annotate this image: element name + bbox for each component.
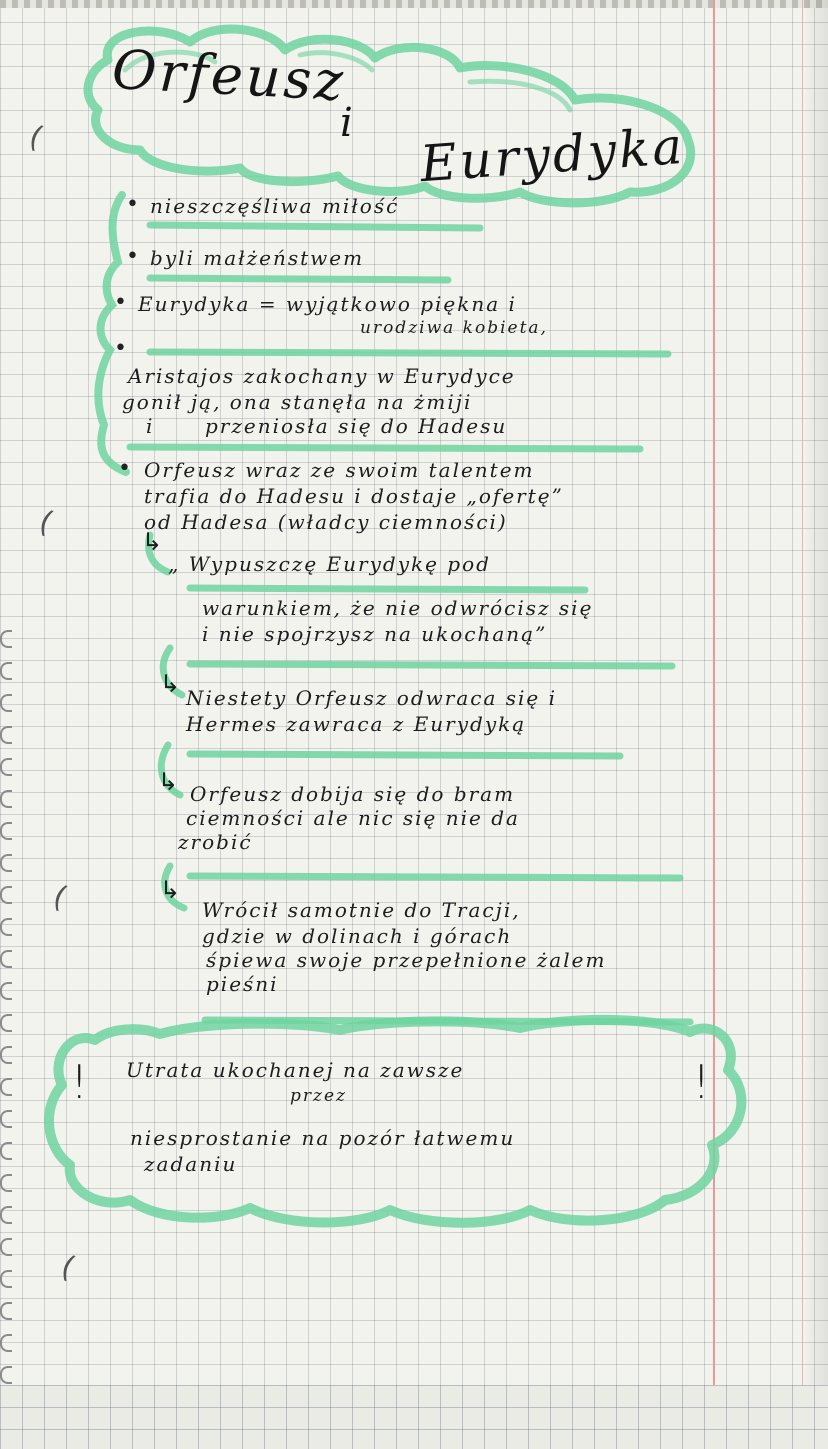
- bullet-5-line3: od Hadesa (władcy ciemności): [144, 510, 508, 534]
- punch-hole: (: [48, 879, 72, 916]
- flow-4-line4: pieśni: [206, 972, 279, 996]
- punch-hole: (: [24, 119, 48, 156]
- summary-line3: niesprostanie na pozór łatwemu: [130, 1126, 516, 1150]
- bullet-2-text: byli małżeństwem: [150, 246, 365, 270]
- flow-4-line2: gdzie w dolinach i górach: [202, 924, 513, 948]
- title-eurydyka: Eurydyka: [418, 116, 687, 194]
- flow-3-line2: ciemności ale nic się nie da: [186, 806, 520, 830]
- flow-4-line1: Wrócił samotnie do Tracji,: [202, 898, 521, 922]
- summary-exclamation-left: !: [70, 1055, 89, 1109]
- bullet-1-text: nieszczęśliwa miłość: [150, 194, 400, 218]
- bullet-4-line2: gonił ją, ona stanęła na żmiji: [122, 390, 473, 414]
- punch-hole: (: [34, 504, 58, 541]
- bullet-4-line3: i: [146, 414, 155, 438]
- underline-2: [150, 278, 448, 280]
- bullet-dot: •: [114, 290, 127, 315]
- spiral-binding: [0, 630, 14, 1370]
- summary-line2: przez: [290, 1086, 347, 1106]
- flow-arrow-icon: ↳: [142, 528, 163, 556]
- flow-1-line1: „ Wypuszczę Eurydykę pod: [168, 552, 491, 576]
- underline-7: [190, 754, 620, 756]
- flow-4-line3: śpiewa swoje przepełnione żalem: [206, 948, 607, 972]
- flow-2-line1: Niestety Orfeusz odwraca się i: [186, 686, 557, 710]
- underline-1: [150, 225, 480, 228]
- underline-6: [190, 664, 672, 666]
- underline-8: [190, 876, 680, 878]
- left-brace: [98, 195, 126, 472]
- bullet-4-line4: przeniosła się do Hadesu: [205, 414, 508, 438]
- bullet-dot: •: [114, 336, 127, 361]
- bullet-4-line1: Aristajos zakochany w Eurydyce: [128, 364, 516, 388]
- title-conjunction: i: [340, 100, 356, 146]
- underline-3: [150, 352, 668, 354]
- flow-arrow-icon: ↳: [160, 876, 181, 904]
- flow-arrow-icon: ↳: [160, 670, 181, 698]
- bullet-3-line2: urodziwa kobieta,: [360, 318, 548, 338]
- flow-1-line3: i nie spojrzysz na ukochaną”: [202, 622, 548, 646]
- bullet-dot: •: [126, 192, 139, 217]
- bullet-dot: •: [118, 456, 131, 481]
- summary-cloud: [49, 1020, 741, 1223]
- page-edge-shadow: [802, 0, 828, 1449]
- margin-line: [713, 0, 715, 1449]
- bullet-5-line2: trafia do Hadesu i dostaje „ofertę”: [144, 484, 564, 508]
- bullet-dot: •: [126, 244, 139, 269]
- bullet-3-line1: Eurydyka = wyjątkowo piękna i: [138, 292, 517, 316]
- flow-3-line1: Orfeusz dobija się do bram: [190, 782, 516, 806]
- summary-line4: zadaniu: [144, 1152, 238, 1176]
- flow-3-line3: zrobić: [178, 830, 253, 854]
- notebook-top-edge: [0, 0, 828, 8]
- underline-9: [205, 1020, 690, 1022]
- underline-5: [190, 588, 585, 590]
- flow-arrow-icon: ↳: [158, 768, 179, 796]
- title-orfeusz: Orfeusz: [110, 37, 348, 114]
- punch-hole: (: [56, 1249, 80, 1286]
- bullet-5-line1: Orfeusz wraz ze swoim talentem: [144, 458, 535, 482]
- underline-4: [130, 447, 640, 449]
- notebook-bottom-band: [0, 1385, 828, 1449]
- flow-2-line2: Hermes zawraca z Eurydyką: [186, 712, 527, 736]
- flow-1-line2: warunkiem, że nie odwrócisz się: [202, 596, 594, 620]
- summary-exclamation-right: !: [692, 1055, 711, 1109]
- summary-line1: Utrata ukochanej na zawsze: [126, 1058, 465, 1082]
